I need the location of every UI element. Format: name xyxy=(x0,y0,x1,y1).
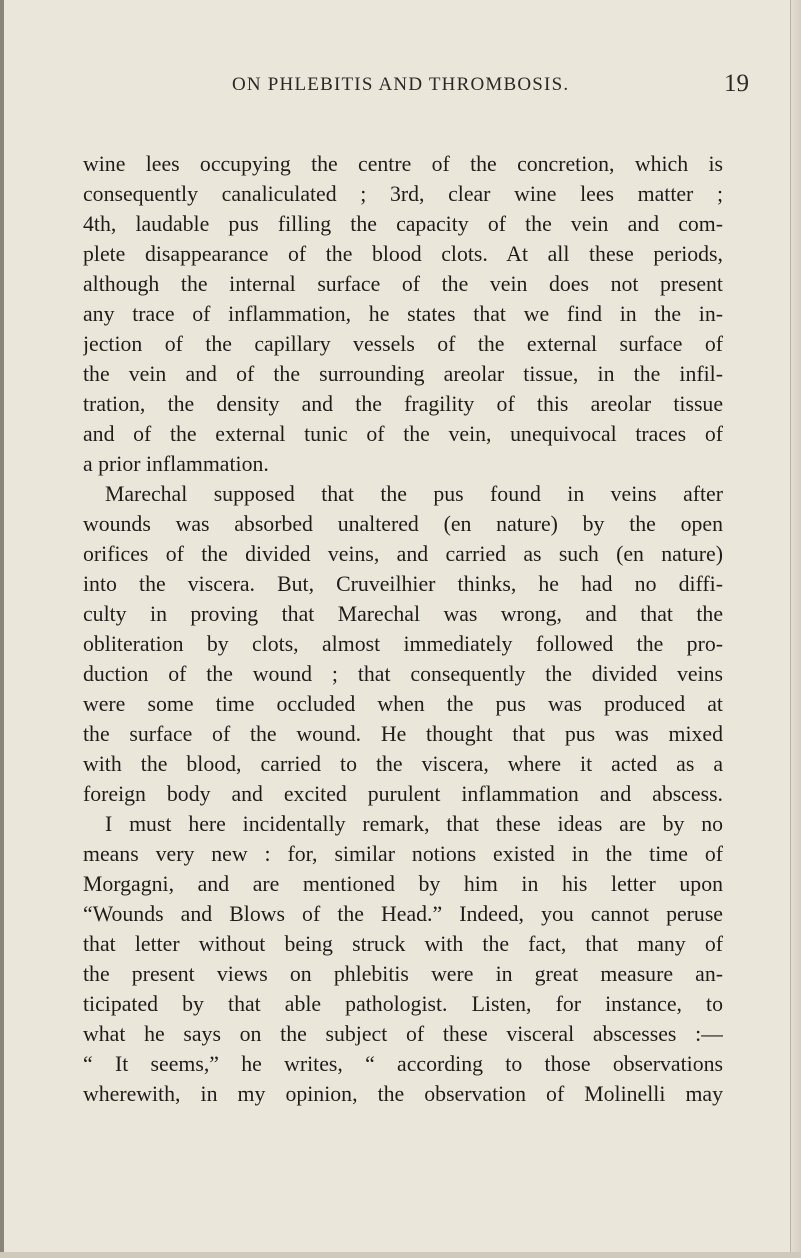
text-line: duction of the wound ; that consequently the divided veins xyxy=(83,662,723,686)
page-left-edge xyxy=(0,0,4,1258)
text-line: into the viscera. But, Cruveilhier thinks, he had no diffi- xyxy=(83,572,723,596)
text-line: orifices of the divided veins, and carried as such (en nature) xyxy=(83,542,723,566)
text-line: wounds was absorbed unaltered (en nature) by the open xyxy=(83,512,723,536)
text-line: means very new : for, similar notions existed in the time of xyxy=(83,842,723,866)
text-line: jection of the capillary vessels of the external surface of xyxy=(83,332,723,356)
text-line: although the internal surface of the vein does not present xyxy=(83,272,723,296)
text-line: I must here incidentally remark, that these ideas are by no xyxy=(105,812,723,836)
text-line: Morgagni, and are mentioned by him in his letter upon xyxy=(83,872,723,896)
text-line: were some time occluded when the pus was produced at xyxy=(83,692,723,716)
text-line: Marechal supposed that the pus found in veins after xyxy=(105,482,723,506)
text-line: any trace of inflammation, he states that we find in the in- xyxy=(83,302,723,326)
text-line: ticipated by that able pathologist. Listen, for instance, to xyxy=(83,992,723,1016)
text-line: 4th, laudable pus filling the capacity of the vein and com- xyxy=(83,212,723,236)
text-line: tration, the density and the fragility of this areolar tissue xyxy=(83,392,723,416)
page-right-edge xyxy=(790,0,801,1258)
running-head: ON PHLEBITIS AND THROMBOSIS. xyxy=(232,74,570,95)
page-header xyxy=(0,70,801,104)
page-number: 19 xyxy=(724,70,749,97)
text-line: plete disappearance of the blood clots. At all these periods, xyxy=(83,242,723,266)
text-line: that letter without being struck with the fact, that many of xyxy=(83,932,723,956)
text-line: the present views on phlebitis were in great measure an- xyxy=(83,962,723,986)
text-line: obliteration by clots, almost immediately followed the pro- xyxy=(83,632,723,656)
text-line: with the blood, carried to the viscera, where it acted as a xyxy=(83,752,723,776)
page-bottom-edge xyxy=(0,1252,801,1258)
text-line: the vein and of the surrounding areolar tissue, in the infil- xyxy=(83,362,723,386)
text-line: culty in proving that Marechal was wrong, and that the xyxy=(83,602,723,626)
body-text xyxy=(83,149,723,1109)
text-line: “ It seems,” he writes, “ according to those observations xyxy=(83,1052,723,1076)
text-line: wherewith, in my opinion, the observation of Molinelli may xyxy=(83,1082,723,1106)
text-line: “Wounds and Blows of the Head.” Indeed, you cannot peruse xyxy=(83,902,723,926)
text-line: the surface of the wound. He thought that pus was mixed xyxy=(83,722,723,746)
text-line: what he says on the subject of these visceral abscesses :— xyxy=(83,1022,723,1046)
text-line: foreign body and excited purulent inflammation and abscess. xyxy=(83,782,723,806)
text-line: consequently canaliculated ; 3rd, clear wine lees matter ; xyxy=(83,182,723,206)
text-line: a prior inflammation. xyxy=(83,452,269,476)
text-line: and of the external tunic of the vein, unequivocal traces of xyxy=(83,422,723,446)
text-line: wine lees occupying the centre of the concretion, which is xyxy=(83,152,723,176)
